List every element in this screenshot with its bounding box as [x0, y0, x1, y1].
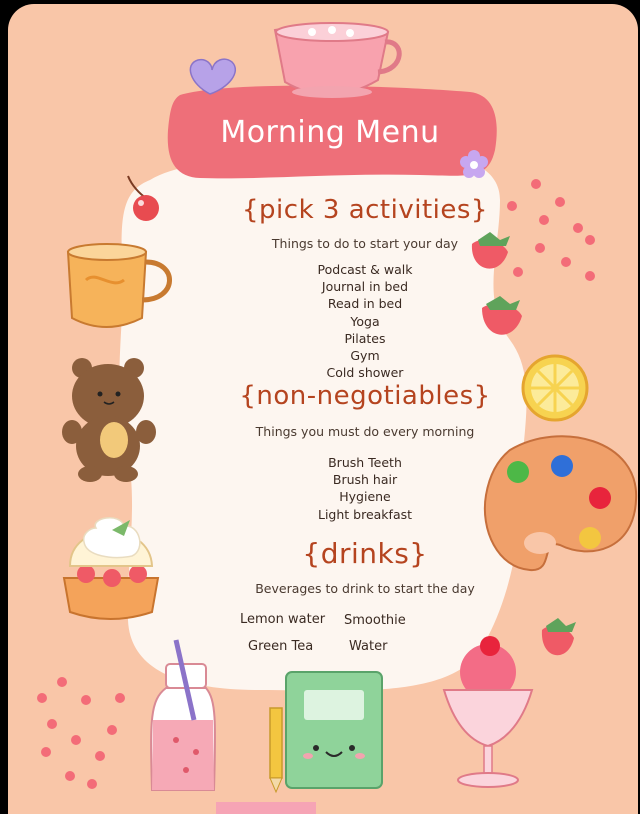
- activity-item: Read in bed: [327, 296, 403, 311]
- activity-item: Journal in bed: [321, 279, 409, 294]
- section-subtitle-drinks: Beverages to drink to start the day: [255, 581, 475, 596]
- non-negotiable-item: Brush hair: [332, 472, 398, 487]
- bottom-strip: [216, 802, 316, 814]
- section-heading-non-negotiables: {non-negotiables}: [239, 381, 491, 411]
- drink-item: Water: [349, 639, 388, 654]
- drink-item: Green Tea: [248, 639, 314, 654]
- activity-item: Podcast & walk: [317, 262, 413, 277]
- menu-title: Morning Menu: [220, 115, 440, 150]
- teacup-icon: [275, 23, 399, 98]
- notebook-icon: [286, 672, 382, 788]
- section-subtitle-non-negotiables: Things you must do every morning: [255, 424, 475, 439]
- non-negotiable-item: Light breakfast: [317, 507, 413, 522]
- activity-item: Gym: [350, 348, 380, 363]
- pencil-icon: [270, 708, 282, 792]
- section-heading-drinks: {drinks}: [302, 537, 428, 570]
- activity-item: Yoga: [350, 314, 380, 329]
- section-heading-activities: {pick 3 activities}: [242, 195, 488, 225]
- section-subtitle-activities: Things to do to start your day: [271, 236, 459, 251]
- non-negotiable-item: Hygiene: [339, 489, 391, 504]
- drink-item: Lemon water: [240, 612, 326, 627]
- non-negotiable-item: Brush Teeth: [328, 455, 402, 470]
- activity-item: Cold shower: [326, 365, 404, 380]
- drink-item: Smoothie: [344, 613, 406, 628]
- activity-item: Pilates: [344, 331, 386, 346]
